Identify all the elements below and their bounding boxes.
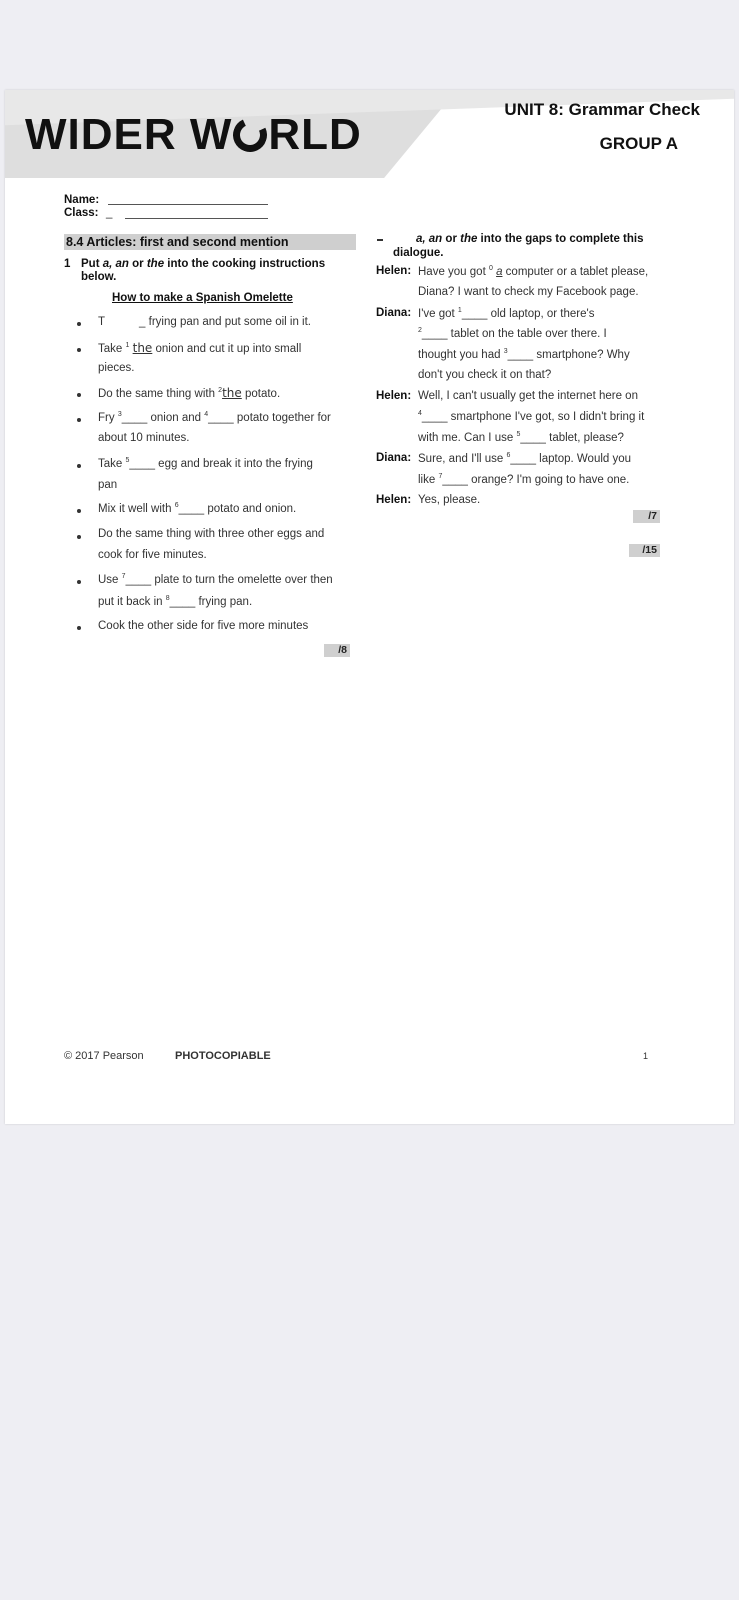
unit-title: UNIT 8: Grammar Check [504,100,700,119]
recipe-item-4: Fry $^3$____ onion and $^4$____ potato together for [98,411,331,424]
exercise2-instruction-line2: dialogue. [393,247,444,259]
recipe-item-2: Take $^1$ the onion and cut it up into small [98,341,302,355]
recipe-item-5-cont: pan [98,479,118,491]
speaker-helen: Helen: [376,265,412,277]
bullet [77,464,81,468]
class-line [125,218,268,219]
speaker-helen: Helen: [376,494,412,506]
class-mark: _ [106,207,113,219]
speaker-helen: Helen: [376,390,412,402]
recipe-item-9: Cook the other side for five more minutes [98,620,309,632]
speaker-diana: Diana: [376,452,412,464]
cropped-mark [377,239,383,241]
copyright: © 2017 Pearson [64,1050,144,1062]
dialogue-line-1: I've got $^1$____ old laptop, or there's [418,307,595,320]
recipe-item-8-cont: put it back in $^8$____ frying pan. [98,595,253,608]
dialogue-line-3: Sure, and I'll use $^6$____ laptop. Would you [418,452,632,465]
logo-o-icon [229,113,273,157]
exercise2-instruction: a, an or the into the gaps to complete this [416,233,644,245]
recipe-item-4-cont: about 10 minutes. [98,432,190,444]
recipe-item-5: Take $^5$____ egg and break it into the frying [98,457,313,470]
page-number: 1 [643,1051,649,1061]
bullet [77,580,81,584]
recipe-item-7-cont: cook for five minutes. [98,549,207,561]
photocopiable-label: PHOTOCOPIABLE [175,1050,271,1062]
name-label: Name: [64,194,100,206]
exercise1-instruction-line2: below. [81,271,117,283]
speaker-diana: Diana: [376,307,412,319]
header-banner [5,90,734,178]
bullet [77,322,81,326]
bullet [77,626,81,630]
bullet [77,535,81,539]
dialogue-line-4: Yes, please. [418,494,481,506]
wider-world-logo: WIDER W RLD [25,110,362,159]
exercise1-score: /8 [324,644,350,657]
recipe-title: How to make a Spanish Omelette [112,292,293,304]
recipe-item-8: Use $^7$____ plate to turn the omelette over then [98,573,333,586]
recipe-item-3: Do the same thing with $^2$the potato. [98,386,281,400]
section-title: 8.4 Articles: first and second mention [64,234,356,250]
worksheet-page [5,90,734,1124]
recipe-item-6: Mix it well with $^6$____ potato and onion. [98,502,297,515]
bullet [77,348,81,352]
dialogue-line-0: Have you got $^0$ a computer or a tablet please, [418,265,649,278]
recipe-item-2-cont: pieces. [98,362,135,374]
exercise2-score: /7 [633,510,660,523]
bullet [77,418,81,422]
group-label: GROUP A [599,134,678,153]
recipe-item-7: Do the same thing with three other eggs and [98,528,325,540]
dialogue-line-2b: $^4$____ smartphone I've got, so I didn't bring it [418,410,645,423]
dialogue-line-2: Well, I can't usually get the internet here on [418,390,638,402]
dialogue-line-1b: $^2$____ tablet on the table over there. I [418,327,607,340]
handwritten-answer-1: the [132,341,153,355]
dialogue-line-3b: like $^7$____ orange? I'm going to have one. [418,473,630,486]
class-label: Class: [64,207,99,219]
dialogue-line-1d: don't you check it on that? [418,369,552,381]
name-line [108,204,268,205]
recipe-item-1: T _ frying pan and put some oil in it. [98,316,311,328]
handwritten-answer-2: the [222,386,242,400]
total-score: /15 [629,544,660,557]
dialogue-line-2c: with me. Can I use $^5$____ tablet, please? [418,431,624,444]
exercise1-number: 1 [64,258,71,270]
dialogue-line-1c: thought you had $^3$____ smartphone? Why [418,348,630,361]
dialogue-line-0-cont: Diana? I want to check my Facebook page. [418,286,639,298]
exercise1-instruction: Put a, an or the into the cooking instructions [81,258,326,270]
bullet [77,393,81,397]
bullet [77,509,81,513]
